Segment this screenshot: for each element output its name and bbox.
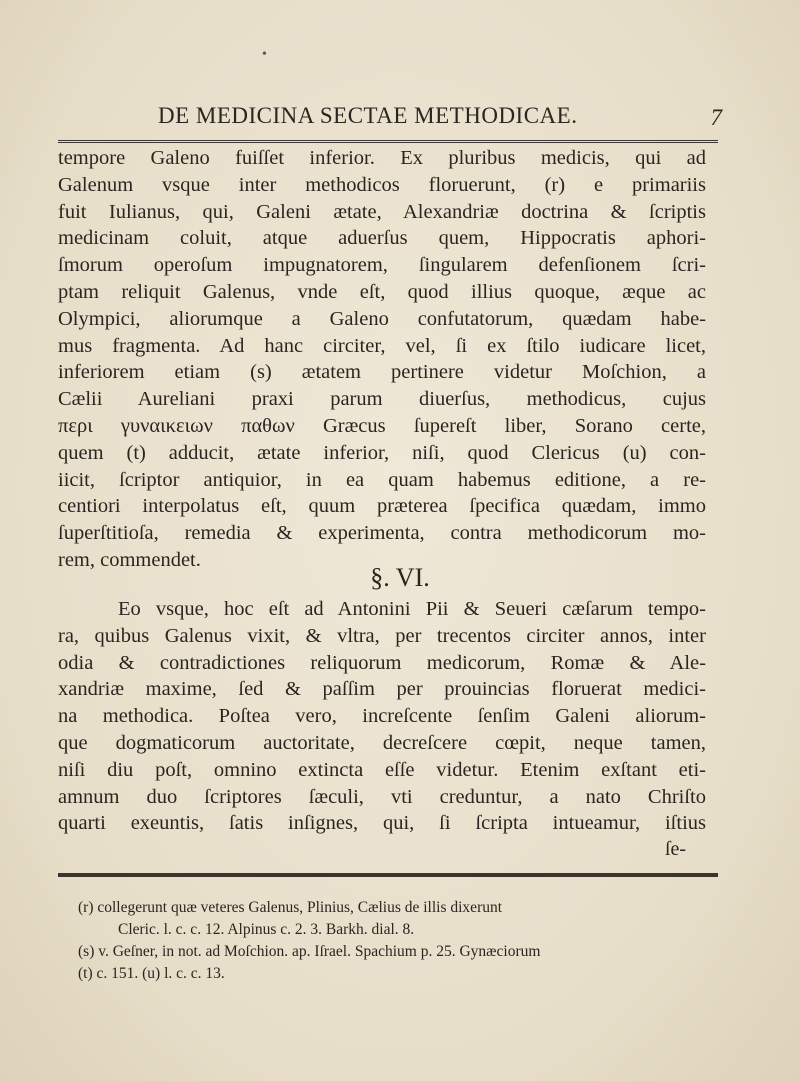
text-line: quem (t) adducit, ætate inferior, niſi, quod Clericus (u) con- xyxy=(58,441,706,464)
text-line: xandriæ maxime, ſed & paſſim per prouincias floruerat medici- xyxy=(58,678,706,701)
footnote-rule xyxy=(58,873,718,877)
text-line: fuit Iulianus, qui, Galeni ætate, Alexandriæ doctrina & ſcriptis xyxy=(58,200,706,223)
text-line: ptam reliquit Galenus, vnde eſt, quod illius quoque, æque ac xyxy=(58,280,706,303)
text-line: περι γυναικειων παθων Græcus ſupereſt liber, Sorano certe, xyxy=(58,414,706,437)
text-line: inferiorem etiam (s) ætatem pertinere videtur Moſchion, a xyxy=(58,361,706,384)
text-line: iicit, ſcriptor antiquior, in ea quam habemus editione, a re- xyxy=(58,468,706,491)
section-heading: §. VI. xyxy=(370,563,430,592)
text-line: Galenum vsque inter methodicos floruerunt, (r) e primariis xyxy=(58,173,706,196)
text-line: medicinam coluit, atque aduerſus quem, Hippocratis aphori- xyxy=(58,227,706,250)
body-paragraph-2 xyxy=(58,596,706,837)
text-line: niſi diu poſt, omnino extincta eſſe videtur. Etenim exſtant eti- xyxy=(58,758,706,781)
footnote-line: Cleric. l. c. c. 12. Alpinus c. 2. 3. Barkh. dial. 8. xyxy=(118,921,415,938)
text-line: rem, commendet. xyxy=(58,548,201,571)
text-line: Olympici, aliorumque a Galeno confutatorum, quædam habe- xyxy=(58,307,706,330)
footnote-line: (t) c. 151. (u) l. c. c. 13. xyxy=(78,965,225,982)
footnote-line: (r) collegerunt quæ veteres Galenus, Plinius, Cælius de illis dixerunt xyxy=(78,899,503,916)
text-line: ſmorum operoſum impugnatorem, ſingularem defenſionem ſcri- xyxy=(58,254,706,277)
footnotes xyxy=(78,897,698,985)
text-line: que dogmaticorum auctoritate, decreſcere cœpit, neque tamen, xyxy=(58,731,706,754)
text-line: ra, quibus Galenus vixit, & vltra, per trecentos circiter annos, inter xyxy=(58,624,706,647)
text-line: mus fragmenta. Ad hanc circiter, vel, ſi ex ſtilo iudicare licet, xyxy=(58,334,706,357)
running-title: DE MEDICINA SECTAE METHODICAE. xyxy=(158,103,578,128)
text-line: na methodica. Poſtea vero, increſcente ſenſim Galeni aliorum- xyxy=(58,705,706,728)
text-line: Eo vsque, hoc eſt ad Antonini Pii & Seueri cæſarum tempo- xyxy=(118,598,706,620)
text-line: centiori interpolatus eſt, quum præterea ſpecifica quædam, immo xyxy=(58,495,706,518)
page-number: 7 xyxy=(710,105,722,130)
text-line: tempore Galeno fuiſſet inferior. Ex pluribus medicis, qui ad xyxy=(58,147,706,169)
text-line: Cælii Aureliani praxi parum diuerſus, methodicus, cujus xyxy=(58,388,706,411)
text-line: ſuperſtitioſa, remedia & experimenta, contra methodicorum mo- xyxy=(58,522,706,545)
body-paragraph-1 xyxy=(58,145,706,574)
text-line: amnum duo ſcriptores ſæculi, vti creduntur, a nato Chriſto xyxy=(58,785,706,808)
catchword: ſe- xyxy=(665,838,687,860)
page-mark: • xyxy=(262,47,267,62)
text-line: quarti exeuntis, ſatis inſignes, qui, ſi ſcripta intueamur, iſtius xyxy=(58,812,706,835)
text-line: odia & contradictiones reliquorum medicorum, Romæ & Ale- xyxy=(58,651,706,674)
footnote-line: (s) v. Geſner, in not. ad Moſchion. ap. Iſrael. Spachium p. 25. Gynæciorum xyxy=(78,943,541,960)
page-header xyxy=(58,103,722,135)
